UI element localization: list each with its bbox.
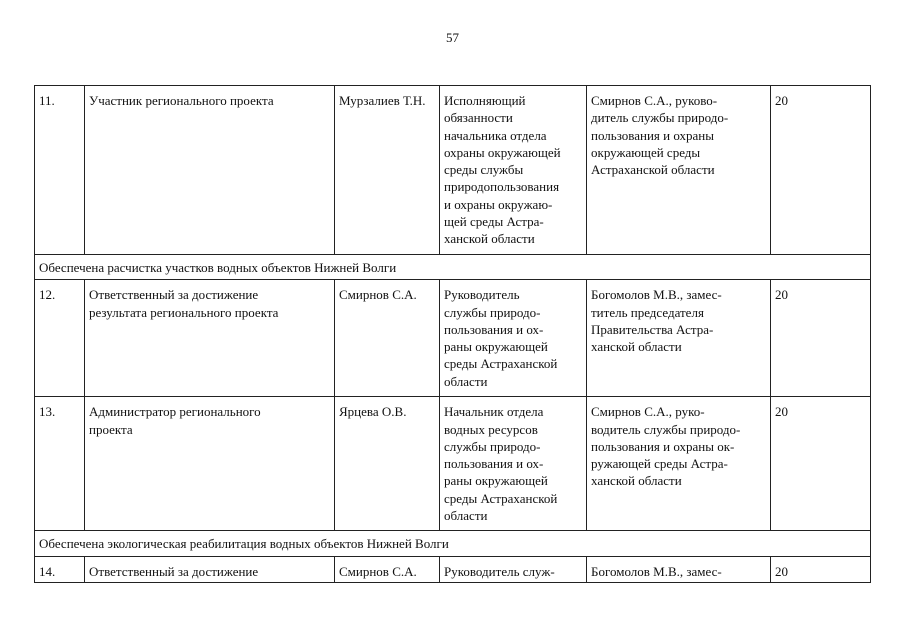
percent-cell: 20: [771, 397, 871, 531]
row-number: 11.: [35, 86, 85, 255]
supervisor-cell: Богомолов М.В., замес-: [587, 556, 771, 582]
section-title: Обеспечена экологическая реабилитация водных объектов Нижней Волги: [35, 531, 871, 556]
section-row: [35, 531, 871, 556]
supervisor-cell: Богомолов М.В., замес- титель председателя Правительства Астра- ханской области: [587, 280, 771, 397]
name-cell: Мурзалиев Т.Н.: [335, 86, 440, 255]
position-cell: Руководитель службы природо- пользования и ох- раны окружающей среды Астраханской области: [440, 280, 587, 397]
table-row: [35, 556, 871, 582]
section-row: [35, 255, 871, 280]
position-cell: Исполняющий обязанности начальника отдела охраны окружающей среды службы природопользования и охраны окружаю- щей среды Астра- ханской области: [440, 86, 587, 255]
name-cell: Смирнов С.А.: [335, 280, 440, 397]
role-cell: Ответственный за достижение: [85, 556, 335, 582]
percent-cell: 20: [771, 280, 871, 397]
table-row: [35, 86, 871, 255]
position-cell: Руководитель служ-: [440, 556, 587, 582]
table-row: [35, 280, 871, 397]
role-cell: Участник регионального проекта: [85, 86, 335, 255]
supervisor-cell: Смирнов С.А., руково- дитель службы природо- пользования и охраны окружающей среды Астраханской области: [587, 86, 771, 255]
table-row: [35, 397, 871, 531]
role-cell: Ответственный за достижение результата регионального проекта: [85, 280, 335, 397]
section-title: Обеспечена расчистка участков водных объектов Нижней Волги: [35, 255, 871, 280]
percent-cell: 20: [771, 86, 871, 255]
row-number: 14.: [35, 556, 85, 582]
row-number: 13.: [35, 397, 85, 531]
row-number: 12.: [35, 280, 85, 397]
percent-cell: 20: [771, 556, 871, 582]
role-cell: Администратор регионального проекта: [85, 397, 335, 531]
page-number: 57: [446, 30, 459, 45]
position-cell: Начальник отдела водных ресурсов службы природо- пользования и ох- раны окружающей среды Астраханской области: [440, 397, 587, 531]
name-cell: Смирнов С.А.: [335, 556, 440, 582]
supervisor-cell: Смирнов С.А., руко- водитель службы природо- пользования и охраны ок- ружающей среды Астра- ханской области: [587, 397, 771, 531]
participants-table: [34, 85, 871, 583]
name-cell: Ярцева О.В.: [335, 397, 440, 531]
